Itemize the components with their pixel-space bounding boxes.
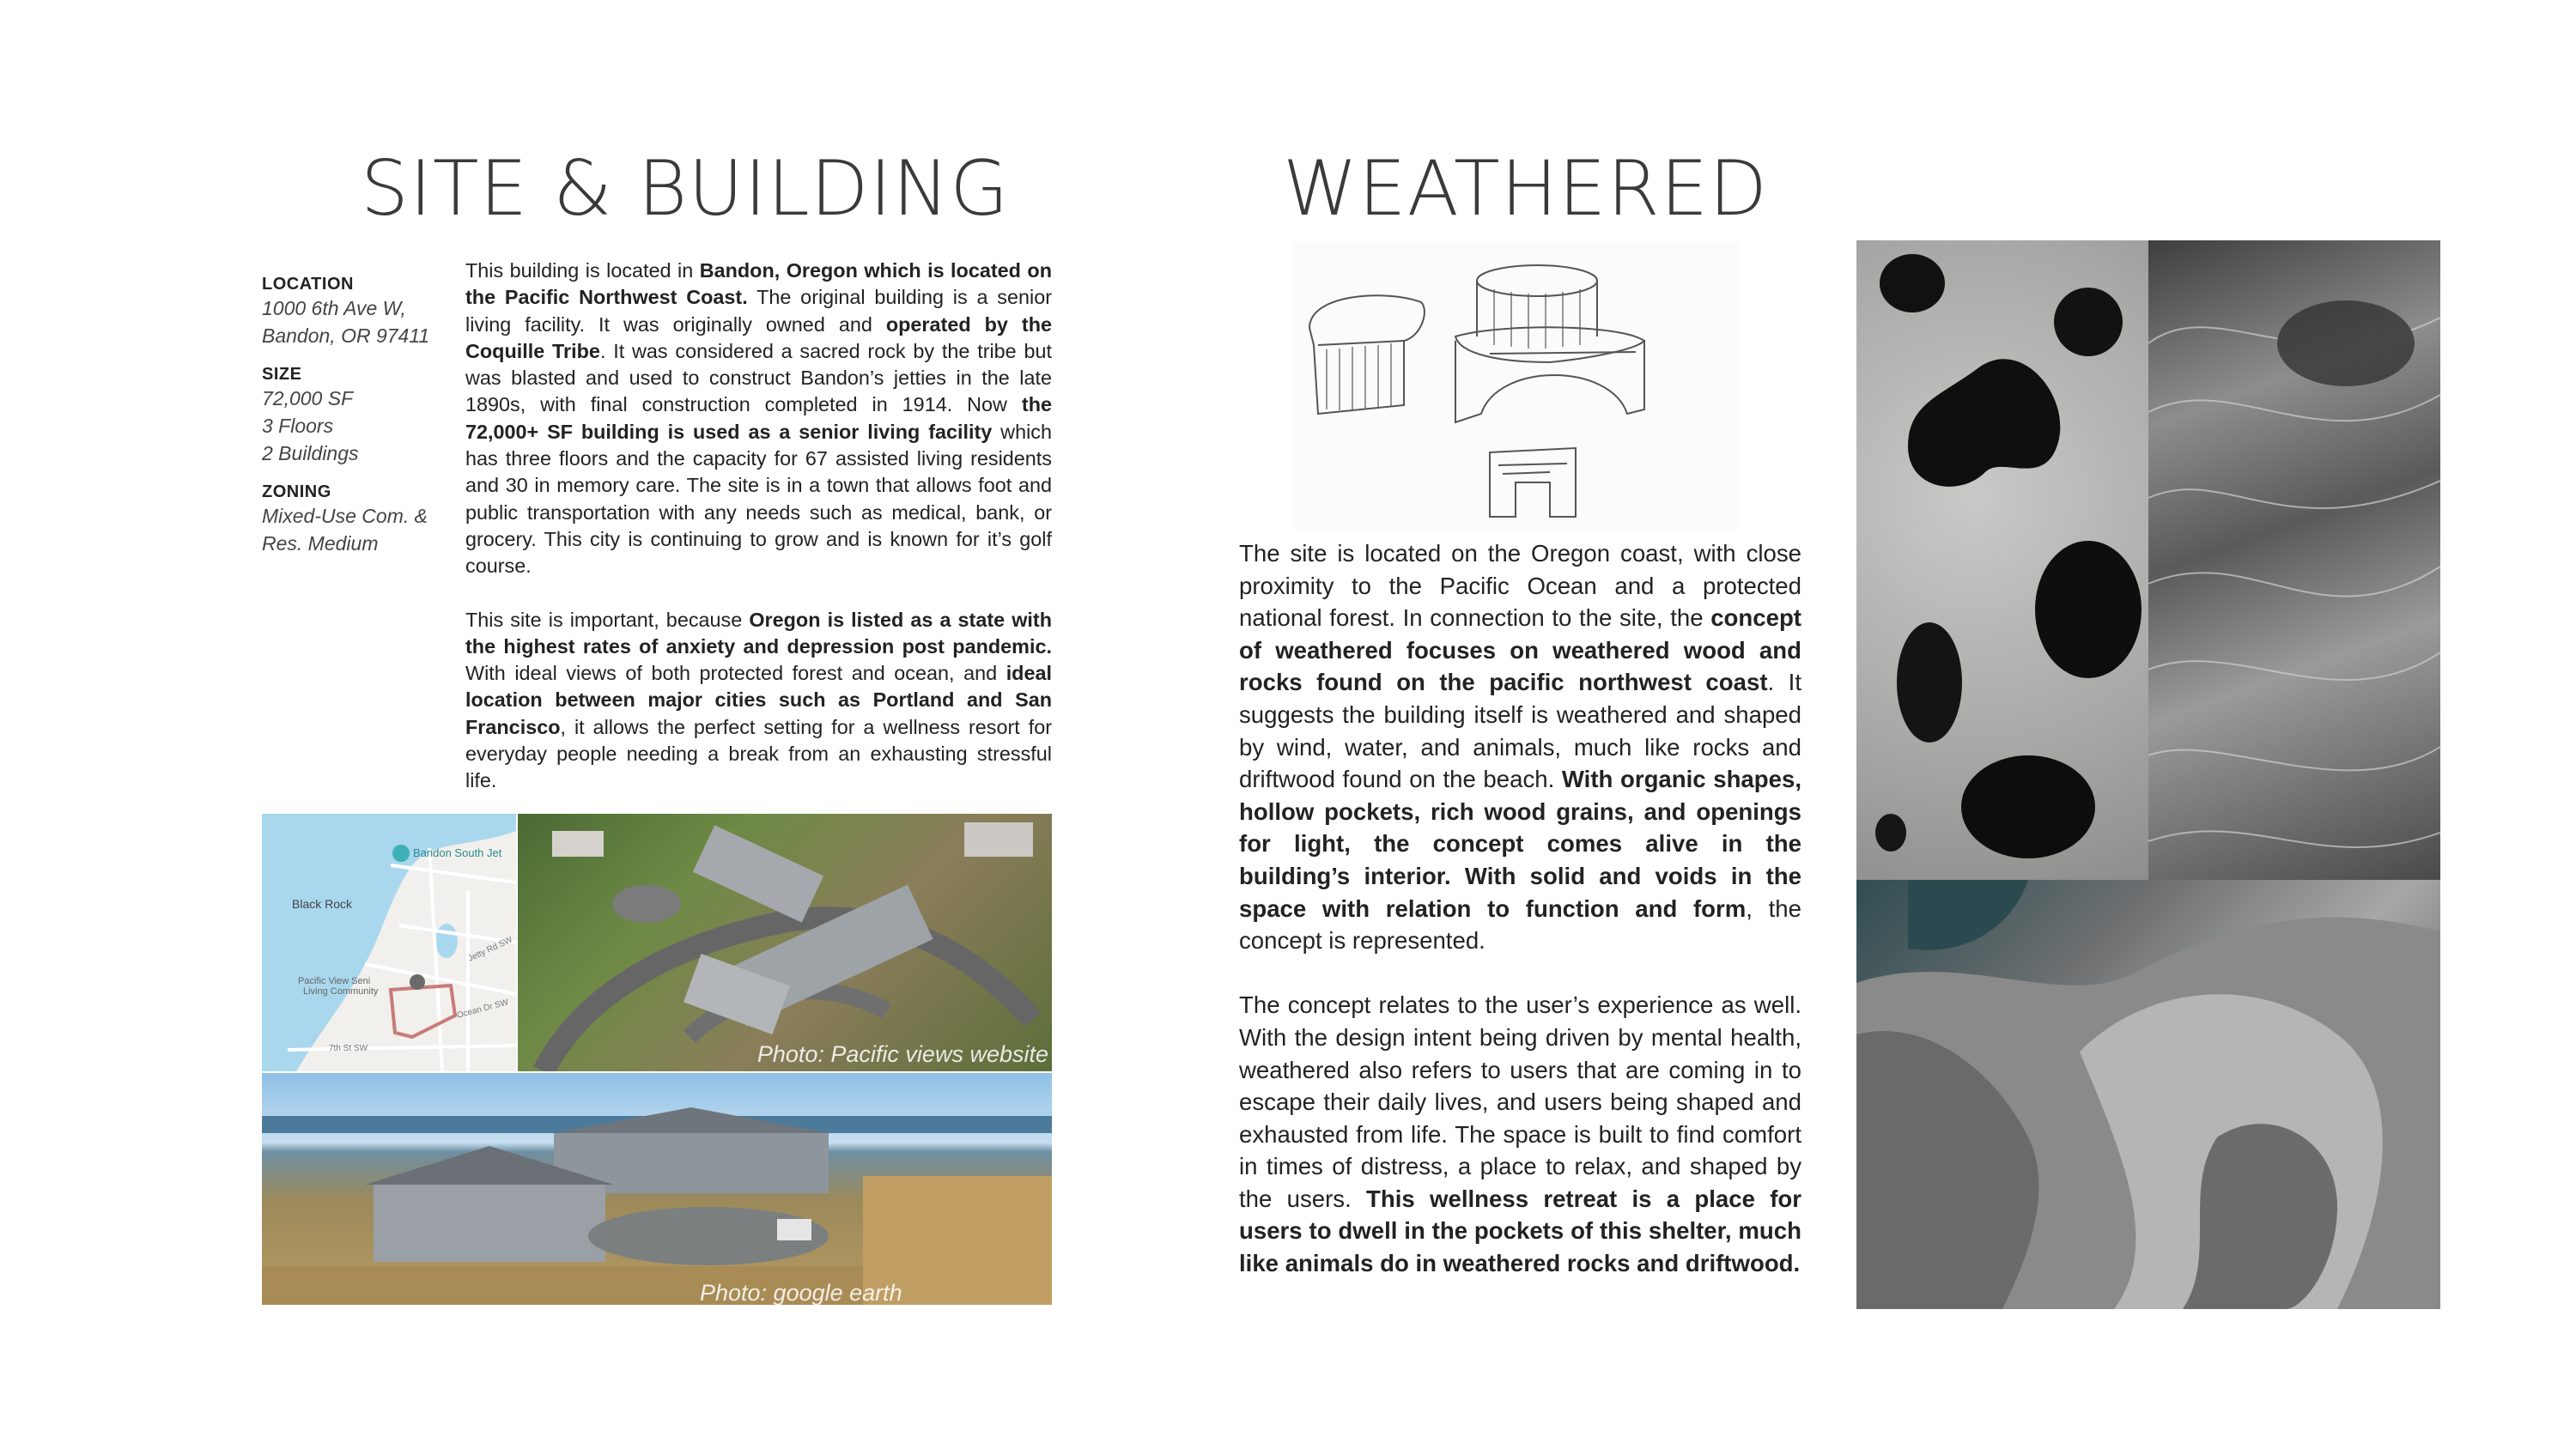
map-label-street: Ocean Dr SW xyxy=(455,997,510,1021)
text-run: . It suggests the building itself is weathered and shaped by wind, water, and animals, much like rocks and driftwood found on the beach. xyxy=(1239,669,1801,793)
map-label-street: Jetty Rd SW xyxy=(466,935,514,964)
text-run-bold: Bandon, Oregon which is located on the Pacific Northwest Coast. xyxy=(465,259,1052,309)
text-run: This site is important, because xyxy=(465,608,750,631)
panorama-site-photo xyxy=(262,1073,1052,1305)
photo-credit-caption: Photo: google earth xyxy=(700,1280,902,1305)
location-label: LOCATION xyxy=(262,275,354,294)
text-run: The concept relates to the user’s experience as well. With the design intent being driven by mental health, weathered also refers to users that are coming in to escape their daily lives, and users being shaped and exhausted from life. The space is built to find comfort in times of distress, a place to relax, and shaped by the users. xyxy=(1239,991,1801,1212)
text-run: , the concept is represented. xyxy=(1239,894,1801,955)
driftwood-photo xyxy=(2148,240,2440,880)
size-group xyxy=(262,365,451,467)
size-line: 2 Buildings xyxy=(262,442,359,464)
location-line: Bandon, OR 97411 xyxy=(262,324,430,347)
site-facts-sidebar xyxy=(262,275,451,573)
text-run: , it allows the perfect setting for a wellness resort for everyday people needing a break from an exhausting stressful life. xyxy=(465,715,1052,792)
location-line: 1000 6th Ave W, xyxy=(262,297,406,319)
site-map xyxy=(262,814,516,1071)
site-paragraph-1 xyxy=(465,258,1052,580)
zoning-group xyxy=(262,482,451,557)
zoning-line: Mixed-Use Com. & xyxy=(262,505,428,527)
concept-paragraph-2 xyxy=(1239,989,1801,1279)
text-run-bold: This wellness retreat is a place for users to dwell in the pockets of this shelter, much like animals do in weathered rocks and driftwood. xyxy=(1239,1185,1801,1277)
text-run: which has three floors and the capacity for 67 assisted living residents and 30 in memory care. The site is in a town that allows foot and public transportation with any needs such as medical, bank, or grocery. This city is continuing to grow and is known for it’s golf course. xyxy=(465,420,1052,578)
text-run-bold: concept of weathered focuses on weathered wood and rocks found on the pacific northwest coast xyxy=(1239,604,1801,696)
text-run-bold: operated by the Coquille Tribe xyxy=(465,312,1052,362)
text-run: . It was considered a sacred rock by the tribe but was blasted and used to construct Bandon’s jetties in the late 1890s, with final construction completed in 1914. Now xyxy=(465,339,1053,416)
text-run-bold: With organic shapes, hollow pockets, rich wood grains, and openings for light, the concept comes alive in the building’s interior. With solid and voids in the space with relation to function and form xyxy=(1239,766,1801,922)
weathered-rock-photo xyxy=(1856,240,2148,880)
text-run: With ideal views of both protected forest and ocean, and xyxy=(465,662,1006,685)
zoning-label: ZONING xyxy=(262,482,331,501)
zoning-line: Res. Medium xyxy=(262,532,379,555)
map-label-pacific-1: Pacific View Seni xyxy=(298,976,371,986)
photo-credit-caption: Photo: Pacific views website xyxy=(756,1041,1048,1067)
concept-sketch xyxy=(1292,242,1739,530)
map-label-street: 7th St SW xyxy=(329,1044,368,1053)
size-line: 72,000 SF xyxy=(262,387,354,409)
size-label: SIZE xyxy=(262,365,302,384)
map-label-black-rock: Black Rock xyxy=(292,897,353,911)
concept-description xyxy=(1239,537,1801,1312)
site-paragraph-2 xyxy=(465,607,1052,795)
map-label-pacific-2: Living Community xyxy=(303,986,379,997)
page-title-weathered: WEATHERED xyxy=(1283,144,1769,233)
text-run-bold: Oregon is listed as a state with the highest rates of anxiety and depression post pandemic. xyxy=(465,608,1052,658)
aerial-site-photo xyxy=(518,814,1052,1071)
size-line: 3 Floors xyxy=(262,415,334,437)
location-group xyxy=(262,275,451,349)
concept-paragraph-1 xyxy=(1239,537,1801,957)
map-label-jetty: Bandon South Jet xyxy=(413,846,502,859)
text-run: The site is located on the Oregon coast, with close proximity to the Pacific Ocean and a protected national forest. In connection to the site, the xyxy=(1239,540,1801,632)
text-run-bold: the 72,000+ SF building is used as a senior living facility xyxy=(465,393,1052,443)
page-title-site-building: SITE & BUILDING xyxy=(361,144,1010,233)
eroded-stone-photo xyxy=(1856,880,2440,1309)
text-run: The original building is a senior living facility. It was originally owned and xyxy=(465,286,1052,336)
text-run: This building is located in xyxy=(465,259,700,282)
site-description xyxy=(465,258,1052,822)
text-run-bold: ideal location between major cities such as Portland and San Francisco xyxy=(465,662,1052,738)
